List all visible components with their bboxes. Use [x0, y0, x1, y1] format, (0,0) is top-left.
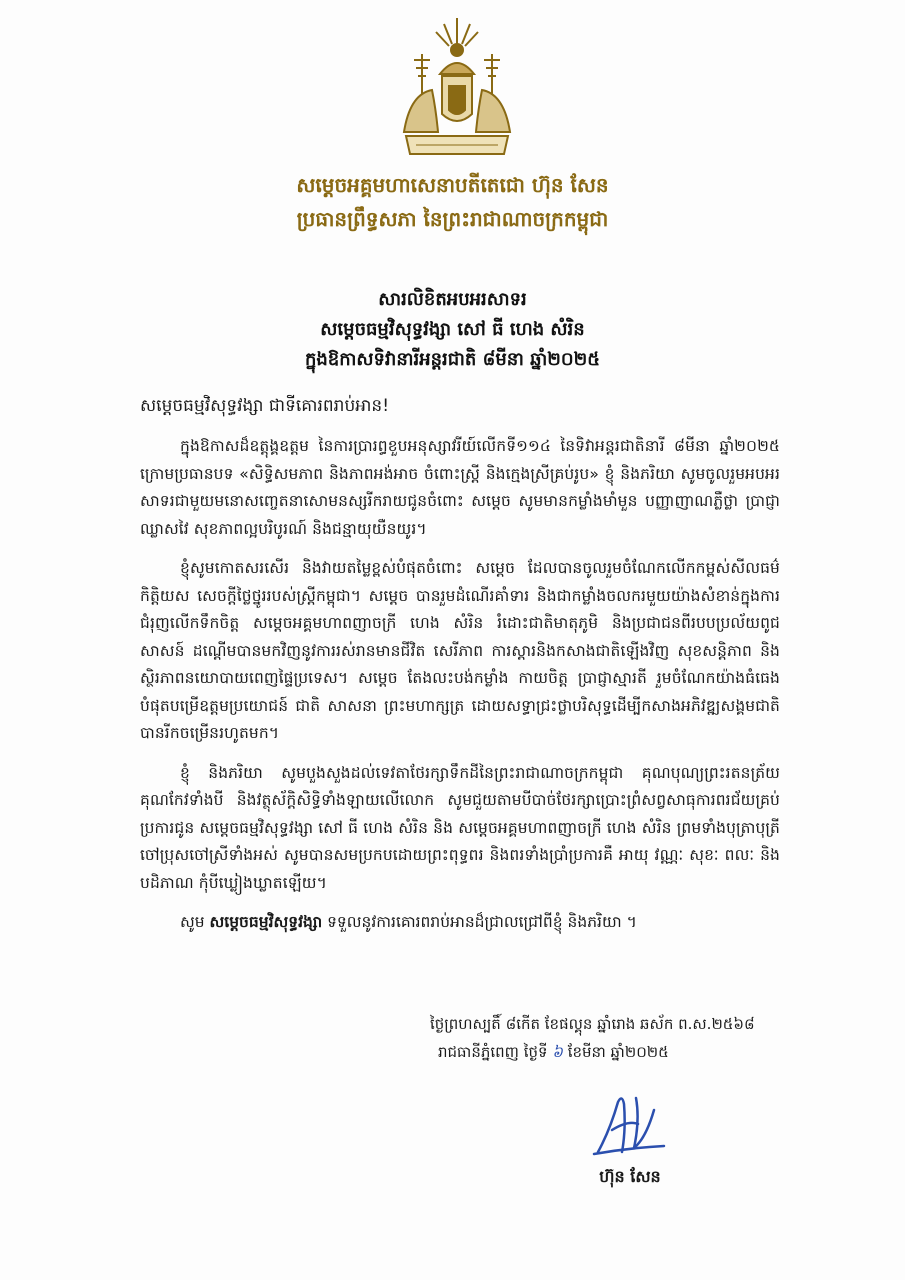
- letter-heading: [0, 285, 905, 375]
- signer-name: ហ៊ុន សែន: [599, 1167, 661, 1186]
- heading-line-3: ក្នុងឱកាសទិវានារីអន្តរជាតិ ៨មីនា ឆ្នាំ២០២៥: [304, 349, 601, 370]
- lunar-date: ថ្ងៃព្រហស្បតិ៍ ៨កើត ខែផល្គុន ឆ្នាំរោង ឆស័ក ព.ស.២៥៦៨: [430, 1015, 755, 1033]
- letterhead: [0, 168, 905, 236]
- salutation: សម្តេចធម្មវិសុទ្ធវង្សា ជាទីគោរពរាប់អាន!: [140, 396, 390, 416]
- royal-coat-of-arms-icon: [392, 14, 522, 160]
- solar-date-suffix: ខែមីនា ឆ្នាំ២០២៥: [567, 1043, 669, 1061]
- sender-name: សម្តេចអគ្គមហាសេនាបតីតេជោ ហ៊ុន សែន: [296, 173, 609, 197]
- closing-line: [140, 909, 780, 936]
- sender-title: ប្រធានព្រឹទ្ធសភា នៃព្រះរាជាណាចក្រកម្ពុជា: [296, 207, 609, 231]
- closing-addressee: សម្តេចធម្មវិសុទ្ធវង្សា: [209, 913, 323, 931]
- heading-line-2: សម្តេចធម្មវិសុទ្ធវង្សា សៅ ធី ហេង សំរិន: [320, 319, 585, 340]
- body-paragraph-2: ខ្ញុំសូមកោតសរសើរ និងវាយតម្លៃខ្ពស់បំផុតចំពោះ សម្តេច ដែលបានចូលរួមចំណែកលើកកម្ពស់សីលធម៌ កិត្តិយស សេចក្តីថ្លៃថ្នូររបស់ស្ត្រីកម្ពុជា។ សម្តេច បានរួមដំណើរគាំទារ និងជាកម្លាំងចលករមួយយ៉ាងសំខាន់ក្នុងការ ជំរុញលើកទឹកចិត្ត សម្តេចអគ្គមហាពញាចក្រី ហេង សំរិន រំដោះជាតិមាតុភូមិ និងប្រជាជនពីរបបប្រល័យពូជសាសន៍ ដណ្តើមបានមកវិញនូវការរស់រានមានជីវិត សេរីភាព ការស្តារនិងកសាងជាតិឡើងវិញ សុខសន្តិភាព និងស្ថិរភាពនយោបាយពេញផ្ទៃប្រទេស។ សម្តេច តែងលះបង់កម្លាំង កាយចិត្ត ប្រាជ្ញាស្មារតី រួមចំណែកយ៉ាងធំធេងបំផុតបម្រើឧត្តមប្រយោជន៍ ជាតិ សាសនា ព្រះមហាក្សត្រ ដោយសទ្ធាជ្រះថ្លាបរិសុទ្ធដើម្បីកសាងអភិវឌ្ឍសង្គមជាតិបានរីកចម្រើនរហូតមក។: [140, 559, 780, 742]
- body-paragraph-1: ក្នុងឱកាសដ៏ឧត្តុង្គឧត្តម នៃការប្រារព្ធខួបអនុស្សាវរីយ៍លើកទី១១៤ នៃទិវាអន្តរជាតិនារី ៨មីនា ឆ្នាំ២០២៥ ក្រោមប្រធានបទ «សិទ្ធិសមភាព និងភាពអង់អាច ចំពោះស្ត្រី និងក្មេងស្រីគ្រប់រូប» ខ្ញុំ និងភរិយា សូមចូលរួមអបអរសាទរជាមួយមនោសញ្ចេតនាសោមនស្សរីករាយជូនចំពោះ សម្តេច សូមមានកម្លាំងមាំមួន បញ្ញាញាណភ្លឺថ្លា ប្រាជ្ញាឈ្លាសវៃ សុខភាពល្អបរិបូរណ៍ និងជន្មាយុយឺនយូរ។: [140, 437, 780, 538]
- body-paragraph-3: ខ្ញុំ និងភរិយា សូមបួងសួងដល់ទេវតាថែរក្សាទឹកដីនៃព្រះរាជាណាចក្រកម្ពុជា គុណបុណ្យព្រះរតនត្រ័យ គុណកែវទាំងបី និងវត្ថុស័ក្តិសិទ្ធិទាំងឡាយលើលោក សូមជួយតាមបីបាច់ថែរក្សាប្រោះព្រំសព្វសាធុការពរជ័យគ្រប់ប្រការជូន សម្តេចធម្មវិសុទ្ធវង្សា សៅ ធី ហេង សំរិន និង សម្តេចអគ្គមហាពញាចក្រី ហេង សំរិន ព្រមទាំងបុត្រាបុត្រី ចៅប្រុសចៅស្រីទាំងអស់ សូមបានសមប្រកបដោយព្រះពុទ្ធពរ និងពរទាំងប្រាំប្រការគឺ អាយុ វណ្ណៈ សុខៈ ពលៈ និងបដិភាណ កុំបីឃ្លៀងឃ្លាតឡើយ។: [140, 763, 780, 892]
- date-block: [430, 1010, 830, 1066]
- heading-line-1: សារលិខិតអបអរសាទរ: [378, 289, 527, 310]
- solar-date-prefix: រាជធានីភ្នំពេញ ថ្ងៃទី: [438, 1043, 548, 1061]
- handwritten-signature-icon: [588, 1090, 668, 1160]
- closing-prefix: សូម: [180, 913, 210, 931]
- letter-body: [140, 393, 780, 936]
- solar-date-day: ៦: [552, 1043, 563, 1061]
- solar-date: [430, 1038, 830, 1066]
- closing-suffix: ទទួលនូវការគោរពរាប់អានដ៏ជ្រាលជ្រៅពីខ្ញុំ និងភរិយា ។: [322, 913, 637, 931]
